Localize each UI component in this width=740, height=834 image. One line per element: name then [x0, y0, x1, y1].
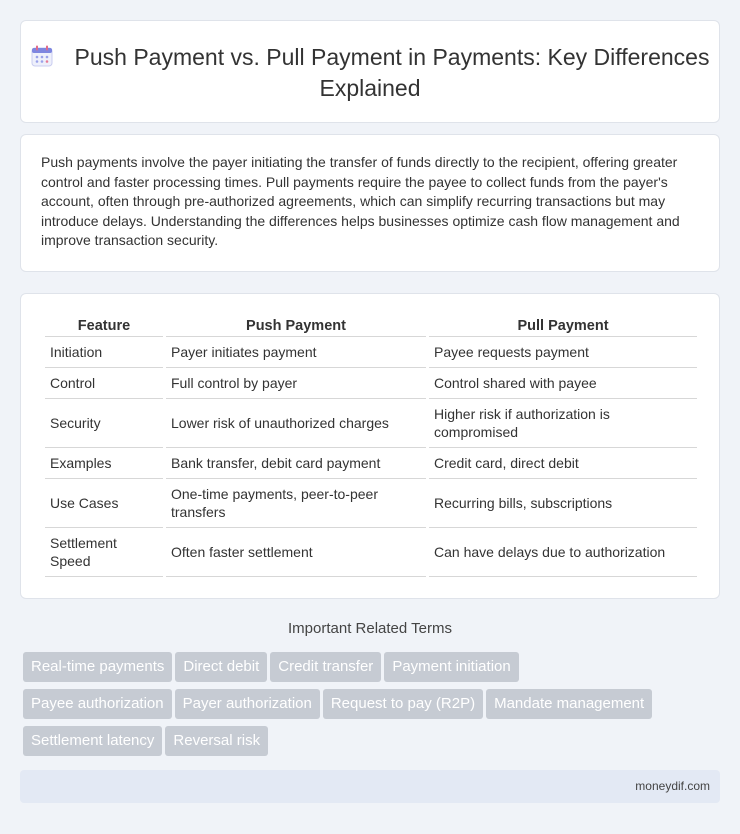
- tag-payment-initiation[interactable]: Payment initiation: [384, 652, 518, 682]
- cell-push: One-time payments, peer-to-peer transfers: [166, 479, 426, 528]
- header-push-payment: Push Payment: [166, 314, 426, 337]
- tag-direct-debit[interactable]: Direct debit: [175, 652, 267, 682]
- related-terms-list: [23, 652, 713, 763]
- header-feature: Feature: [45, 314, 163, 337]
- cell-pull: Higher risk if authorization is compromised: [429, 399, 697, 448]
- title-card: [20, 20, 720, 123]
- tag-reversal-risk[interactable]: Reversal risk: [165, 726, 268, 756]
- cell-pull: Recurring bills, subscriptions: [429, 479, 697, 528]
- footer-site[interactable]: moneydif.com: [635, 779, 710, 793]
- cell-feature: Security: [45, 399, 163, 448]
- cell-pull: Can have delays due to authorization: [429, 528, 697, 577]
- footer: [20, 770, 720, 803]
- cell-push: Bank transfer, debit card payment: [166, 448, 426, 479]
- intro-card: [20, 134, 720, 272]
- tag-credit-transfer[interactable]: Credit transfer: [270, 652, 381, 682]
- cell-feature: Use Cases: [45, 479, 163, 528]
- cell-push: Full control by payer: [166, 368, 426, 399]
- tag-mandate-management[interactable]: Mandate management: [486, 689, 652, 719]
- intro-paragraph: Push payments involve the payer initiating the transfer of funds directly to the recipient, offering greater control and faster processing times. Pull payments require the payee to collect funds from the payer's account, often through pre-authorized agreements, which can simplify recurring transactions but may introduce delays. Understanding the differences helps businesses optimize cash flow management and improve transaction security.: [41, 154, 680, 248]
- cell-pull: Control shared with payee: [429, 368, 697, 399]
- cell-feature: Control: [45, 368, 163, 399]
- related-terms-title: Important Related Terms: [288, 620, 452, 637]
- tag-payee-authorization[interactable]: Payee authorization: [23, 689, 172, 719]
- tag-real-time-payments[interactable]: Real-time payments: [23, 652, 172, 682]
- cell-feature: Initiation: [45, 337, 163, 368]
- cell-push: Lower risk of unauthorized charges: [166, 399, 426, 448]
- tag-request-to-pay[interactable]: Request to pay (R2P): [323, 689, 483, 719]
- comparison-table: [42, 314, 700, 577]
- tag-settlement-latency[interactable]: Settlement latency: [23, 726, 162, 756]
- calendar-icon: [31, 45, 53, 74]
- comparison-card: [20, 293, 720, 599]
- cell-pull: Credit card, direct debit: [429, 448, 697, 479]
- table-row: [45, 337, 697, 368]
- cell-pull: Payee requests payment: [429, 337, 697, 368]
- tag-payer-authorization[interactable]: Payer authorization: [175, 689, 320, 719]
- cell-feature: Examples: [45, 448, 163, 479]
- table-row: [45, 368, 697, 399]
- page-title: [21, 43, 719, 103]
- cell-feature: Settlement Speed: [45, 528, 163, 577]
- table-row: [45, 528, 697, 577]
- table-header-row: [45, 314, 697, 337]
- page-title-text: Push Payment vs. Pull Payment in Payments: Key Differences Explained: [74, 44, 710, 101]
- cell-push: Payer initiates payment: [166, 337, 426, 368]
- table-row: [45, 479, 697, 528]
- header-pull-payment: Pull Payment: [429, 314, 697, 337]
- table-row: [45, 399, 697, 448]
- table-row: [45, 448, 697, 479]
- cell-push: Often faster settlement: [166, 528, 426, 577]
